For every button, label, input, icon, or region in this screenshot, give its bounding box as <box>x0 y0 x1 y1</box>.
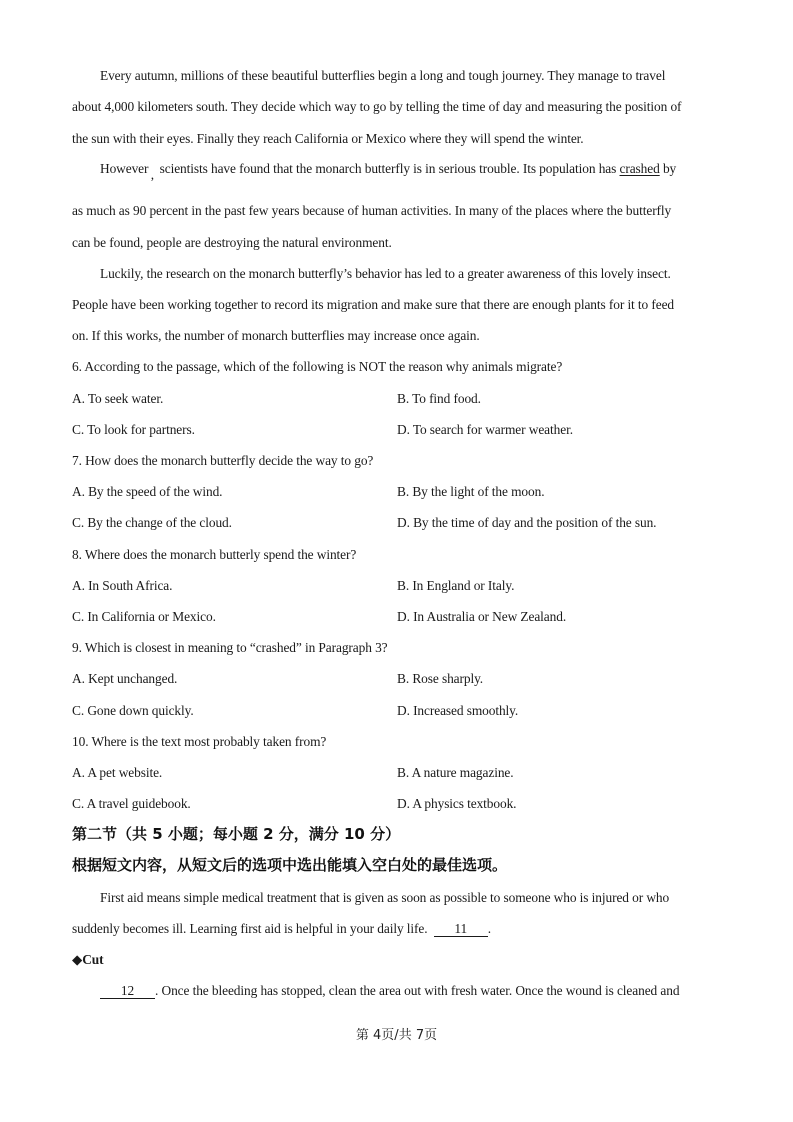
option-d: D. By the time of day and the position of the sun. <box>397 515 657 530</box>
option-c: C. A travel guidebook. <box>72 796 191 811</box>
option-c: C. To look for partners. <box>72 422 195 437</box>
question-stem: 10. Where is the text most probably taken from? <box>72 734 327 749</box>
paragraph-line: as much as 90 percent in the past few years because of human activities. In many of the places where the butterfly <box>72 203 672 218</box>
subheading-text: Cut <box>82 952 104 967</box>
option-b: B. In England or Italy. <box>397 578 515 593</box>
option-a: A. To seek water. <box>72 391 164 406</box>
page-number: 第 4页/共 7页 <box>355 1028 438 1043</box>
paragraph-text: . Once the bleeding has stopped, clean the area out with fresh water. Once the wound is cleaned and <box>155 983 680 998</box>
paragraph-line: can be found, people are destroying the natural environment. <box>72 235 392 250</box>
option-b: B. A nature magazine. <box>397 765 514 780</box>
paragraph-line: First aid means simple medical treatment that is given as soon as possible to someone who is injured or who <box>100 890 670 905</box>
comma: , <box>150 167 155 182</box>
option-c: C. By the change of the cloud. <box>72 515 232 530</box>
paragraph-text: However <box>100 161 149 176</box>
paragraph-line: on. If this works, the number of monarch butterflies may increase once again. <box>72 328 480 343</box>
paragraph-line: the sun with their eyes. Finally they reach California or Mexico where they will spend the winter. <box>72 131 584 146</box>
paragraph-line <box>100 161 677 182</box>
option-b: B. Rose sharply. <box>397 671 484 686</box>
paragraph-line <box>100 983 679 999</box>
section-title: 第二节（共 5 小题；每小题 2 分，满分 10 分） <box>72 825 401 843</box>
option-c: C. In California or Mexico. <box>72 609 216 624</box>
period: . <box>487 921 491 936</box>
section-instruction: 根据短文内容，从短文后的选项中选出能填入空白处的最佳选项。 <box>72 856 508 874</box>
question-stem: 9. Which is closest in meaning to “crashed” in Paragraph 3? <box>72 640 388 655</box>
option-a: A. By the speed of the wind. <box>72 484 223 499</box>
option-d: D. A physics textbook. <box>397 796 517 811</box>
paragraph-line: about 4,000 kilometers south. They decide which way to go by telling the time of day and measuring the position of <box>72 99 682 114</box>
blank-11: 11 <box>434 922 488 937</box>
option-c: C. Gone down quickly. <box>72 703 194 718</box>
blank-12: 12 <box>100 984 155 999</box>
paragraph-text: by <box>662 161 677 176</box>
paragraph-line <box>72 921 491 937</box>
question-stem: 8. Where does the monarch butterly spend the winter? <box>72 547 357 562</box>
option-a: A. In South Africa. <box>72 578 173 593</box>
option-d: D. Increased smoothly. <box>397 703 519 718</box>
underlined-word: crashed <box>619 161 660 176</box>
option-d: D. To search for warmer weather. <box>397 422 573 437</box>
paragraph-line: Luckily, the research on the monarch butterfly’s behavior has led to a greater awareness of this lovely insect. <box>100 266 671 281</box>
question-stem: 6. According to the passage, which of the following is NOT the reason why animals migrate? <box>72 359 563 374</box>
option-a: A. Kept unchanged. <box>72 671 178 686</box>
option-b: B. By the light of the moon. <box>397 484 545 499</box>
diamond-bullet-icon: ◆ <box>72 952 83 967</box>
subheading-cut <box>72 952 103 968</box>
paragraph-text: suddenly becomes ill. Learning first aid is helpful in your daily life. <box>72 921 428 936</box>
option-d: D. In Australia or New Zealand. <box>397 609 567 624</box>
paragraph-line: Every autumn, millions of these beautiful butterflies begin a long and tough journey. They manage to travel <box>100 68 666 83</box>
option-b: B. To find food. <box>397 391 481 406</box>
paragraph-line: People have been working together to record its migration and make sure that there are enough plants for it to feed <box>72 297 675 312</box>
option-a: A. A pet website. <box>72 765 163 780</box>
paragraph-text: scientists have found that the monarch butterfly is in serious trouble. Its population has <box>159 161 617 176</box>
question-stem: 7. How does the monarch butterfly decide the way to go? <box>72 453 374 468</box>
